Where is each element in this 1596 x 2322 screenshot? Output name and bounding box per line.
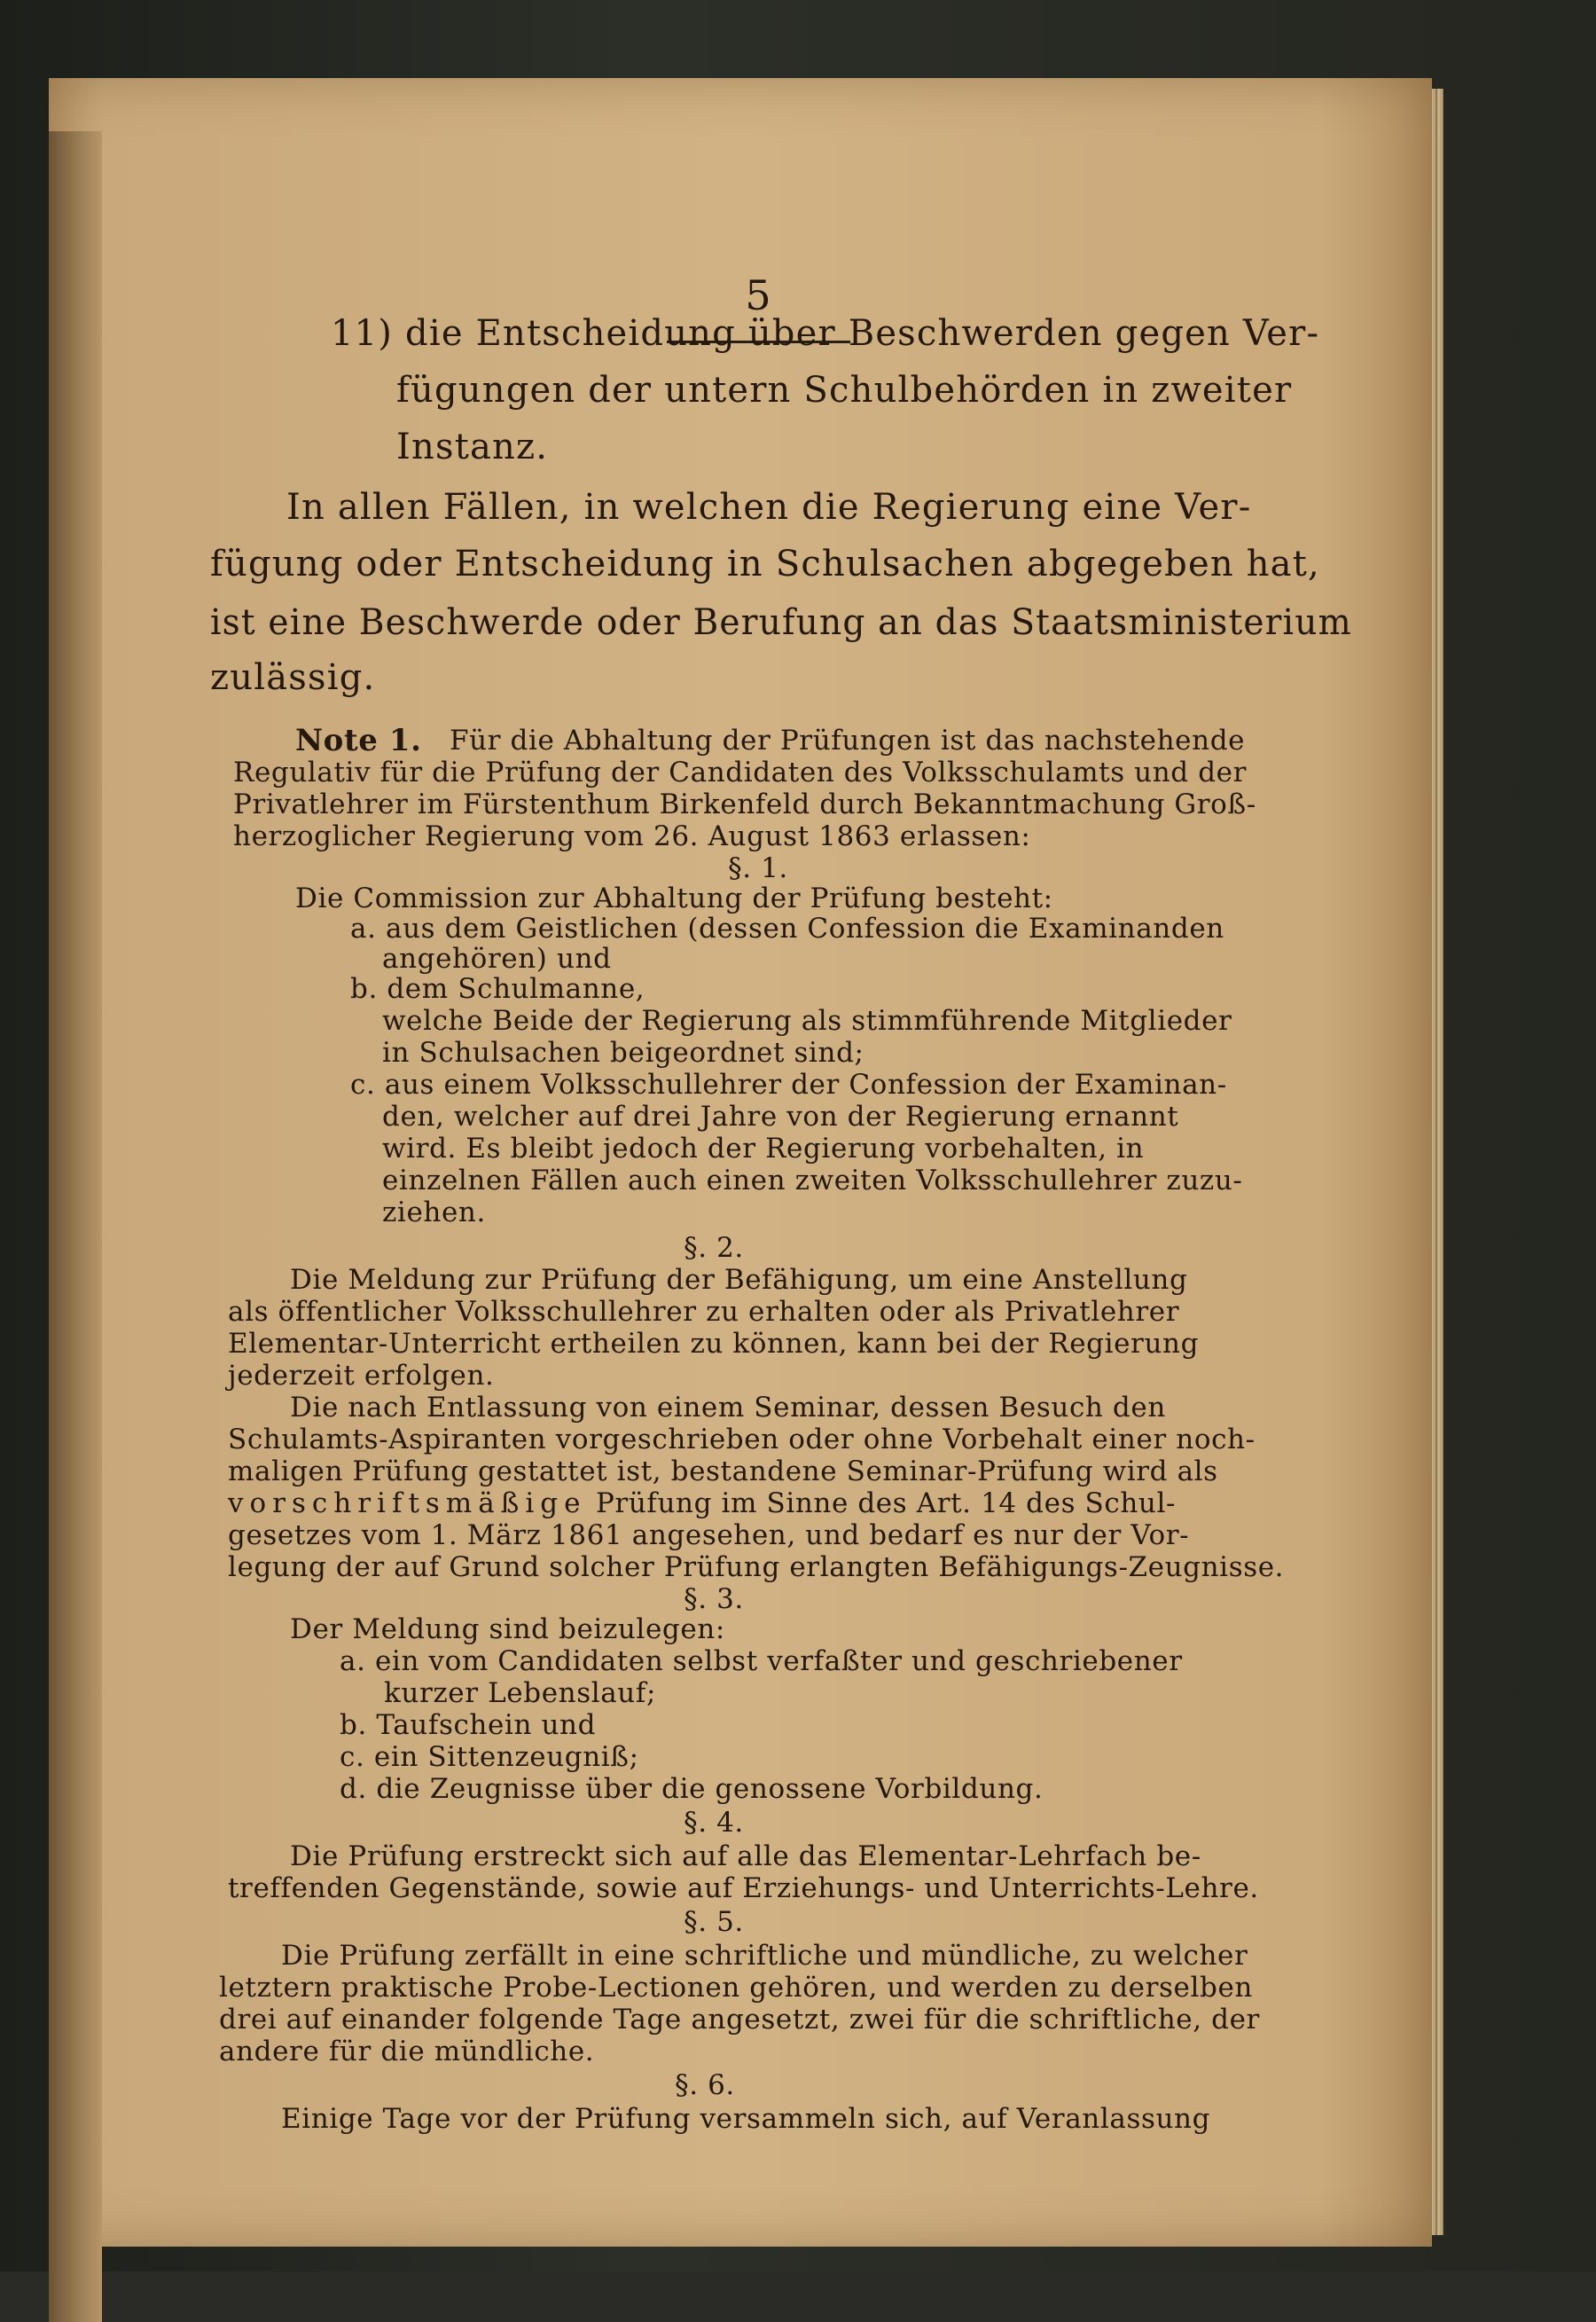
text-line: welche Beide der Regierung als stimmführende Mitglieder <box>382 1005 1232 1037</box>
text-line: Instanz. <box>396 427 549 467</box>
text-line: fügung oder Entscheidung in Schulsachen abgegeben hat, <box>210 544 1320 584</box>
text-line: legung der auf Grund solcher Prüfung erlangten Befähigungs-Zeugnisse. <box>228 1551 1285 1583</box>
text-line: jederzeit erfolgen. <box>228 1360 495 1392</box>
list-item: b. dem Schulmanne, <box>350 973 645 1005</box>
section-heading: §. 4. <box>684 1807 744 1839</box>
section-heading: §. 2. <box>684 1232 744 1264</box>
text-line: treffenden Gegenstände, sowie auf Erziehungs- und Unterrichts-Lehre. <box>228 1872 1259 1904</box>
page <box>49 78 1432 2247</box>
emphasized-term: vorschriftsmäßige <box>228 1487 587 1519</box>
text-line: 11) die Entscheidung über Beschwerden gegen Ver- <box>331 313 1320 354</box>
text-line: kurzer Lebenslauf; <box>384 1677 656 1709</box>
text-line: letztern praktische Probe-Lectionen gehören, und werden zu derselben <box>219 1972 1253 2004</box>
text-line: Die Commission zur Abhaltung der Prüfung besteht: <box>295 883 1053 914</box>
text-line: Schulamts-Aspiranten vorgeschrieben oder ohne Vorbehalt einer noch- <box>228 1424 1256 1455</box>
text-line: herzoglicher Regierung vom 26. August 1863 erlassen: <box>233 820 1031 852</box>
text-line: Die Prüfung erstreckt sich auf alle das Elementar-Lehrfach be- <box>290 1840 1201 1872</box>
section-heading: §. 1. <box>728 852 788 884</box>
text-line: Für die Abhaltung der Prüfungen ist das nachstehende <box>450 725 1246 757</box>
text-fragment: Prüfung im Sinne des Art. 14 des Schul- <box>595 1487 1177 1519</box>
text-line: Der Meldung sind beizulegen: <box>290 1613 725 1645</box>
text-line <box>228 1487 1177 1519</box>
list-item: a. aus dem Geistlichen (dessen Confession die Examinanden <box>350 913 1224 945</box>
text-line: in Schulsachen beigeordnet sind; <box>382 1037 864 1069</box>
text-line: drei auf einander folgende Tage angesetzt, zwei für die schriftliche, der <box>219 2004 1260 2036</box>
list-item: b. Taufschein und <box>340 1709 597 1741</box>
text-line: Die nach Entlassung von einem Seminar, dessen Besuch den <box>290 1392 1166 1424</box>
text-line: Einige Tage vor der Prüfung versammeln sich, auf Veranlassung <box>281 2103 1211 2135</box>
text-line: wird. Es bleibt jedoch der Regierung vorbehalten, in <box>382 1133 1145 1165</box>
text-line: Elementar-Unterricht ertheilen zu können, kann bei der Regierung <box>228 1328 1200 1360</box>
text-line: als öffentlicher Volksschullehrer zu erhalten oder als Privatlehrer <box>228 1296 1180 1328</box>
page-text <box>49 78 1432 2247</box>
section-heading: §. 5. <box>684 1906 744 1938</box>
list-item: a. ein vom Candidaten selbst verfaßter und geschriebener <box>340 1645 1183 1677</box>
note-label: Note 1. <box>295 723 422 758</box>
text-line: zulässig. <box>210 657 376 698</box>
list-item: d. die Zeugnisse über die genossene Vorbildung. <box>340 1773 1044 1805</box>
text-line: fügungen der untern Schulbehörden in zweiter <box>396 370 1293 411</box>
text-line: den, welcher auf drei Jahre von der Regierung ernannt <box>382 1101 1179 1133</box>
text-line: Die Prüfung zerfällt in eine schriftliche und mündliche, zu welcher <box>281 1940 1248 1972</box>
text-line: In allen Fällen, in welchen die Regierung eine Ver- <box>286 487 1252 528</box>
text-line: ist eine Beschwerde oder Berufung an das Staatsministerium <box>210 602 1352 643</box>
list-item: c. aus einem Volksschullehrer der Confession der Examinan- <box>350 1069 1227 1101</box>
text-line: Privatlehrer im Fürstenthum Birkenfeld durch Bekanntmachung Groß- <box>233 788 1256 820</box>
text-line: ziehen. <box>382 1196 486 1228</box>
text-line: andere für die mündliche. <box>219 2036 595 2067</box>
text-line: angehören) und <box>382 943 612 975</box>
list-item: c. ein Sittenzeugniß; <box>340 1741 639 1773</box>
page-number: 5 <box>745 271 771 319</box>
section-heading: §. 6. <box>675 2069 735 2101</box>
text-line: einzelnen Fällen auch einen zweiten Volksschullehrer zuzu- <box>382 1165 1243 1196</box>
section-heading: §. 3. <box>684 1583 744 1615</box>
text-line: Die Meldung zur Prüfung der Befähigung, um eine Anstellung <box>290 1264 1188 1296</box>
text-line: Regulativ für die Prüfung der Candidaten des Volksschulamts und der <box>233 757 1248 788</box>
text-line: maligen Prüfung gestattet ist, bestandene Seminar-Prüfung wird als <box>228 1455 1218 1487</box>
text-line: gesetzes vom 1. März 1861 angesehen, und bedarf es nur der Vor- <box>228 1519 1190 1551</box>
